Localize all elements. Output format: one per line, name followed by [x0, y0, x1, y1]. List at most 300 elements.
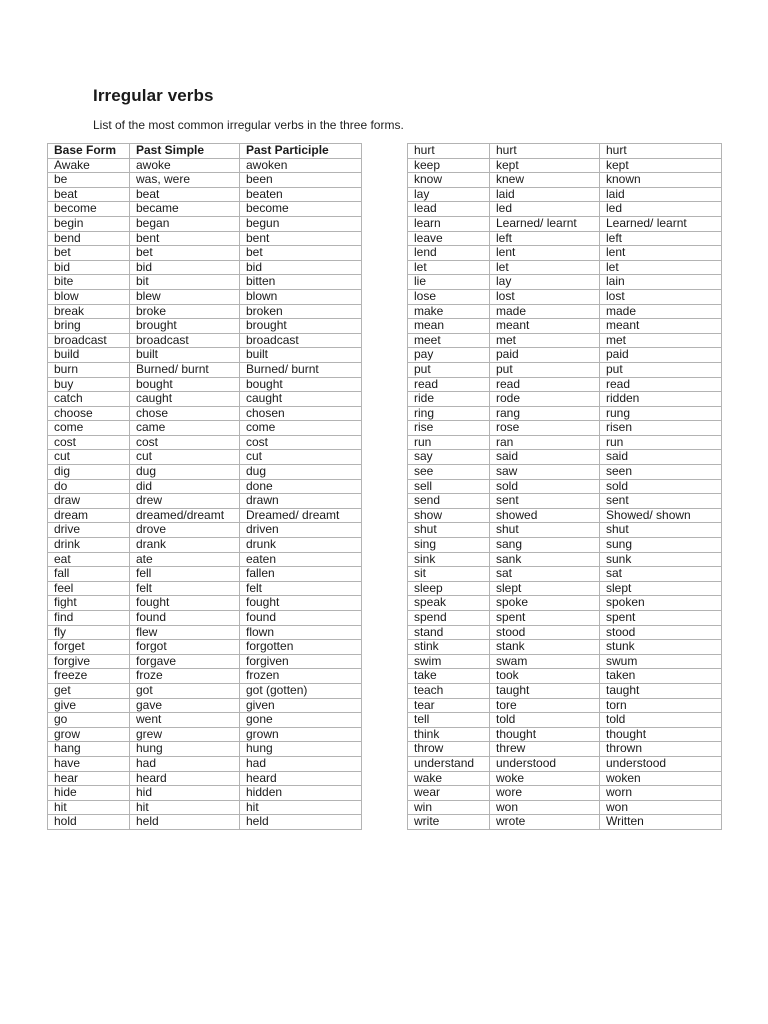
table-row: [408, 246, 722, 261]
past-simple-cell: took: [490, 669, 600, 684]
past-participle-cell: drawn: [240, 494, 362, 509]
base-form-cell: hang: [48, 742, 130, 757]
table-row: [48, 450, 362, 465]
table-row: [408, 581, 722, 596]
base-form-cell: beat: [48, 187, 130, 202]
past-participle-cell: sold: [600, 479, 722, 494]
past-simple-cell: hid: [130, 786, 240, 801]
base-form-cell: mean: [408, 319, 490, 334]
table-row: [48, 392, 362, 407]
past-simple-cell: swam: [490, 654, 600, 669]
past-participle-cell: Dreamed/ dreamt: [240, 508, 362, 523]
header-past-simple: Past Simple: [130, 144, 240, 159]
table-row: [48, 304, 362, 319]
table-row: [48, 698, 362, 713]
past-participle-cell: woken: [600, 771, 722, 786]
past-participle-cell: driven: [240, 523, 362, 538]
past-participle-cell: frozen: [240, 669, 362, 684]
base-form-cell: go: [48, 713, 130, 728]
past-simple-cell: blew: [130, 289, 240, 304]
base-form-cell: understand: [408, 756, 490, 771]
table-row: [408, 596, 722, 611]
past-simple-cell: forgot: [130, 640, 240, 655]
table-row: [408, 450, 722, 465]
past-participle-cell: bid: [240, 260, 362, 275]
past-simple-cell: taught: [490, 683, 600, 698]
table-row: [48, 742, 362, 757]
past-participle-cell: come: [240, 421, 362, 436]
base-form-cell: write: [408, 815, 490, 830]
table-row: [408, 304, 722, 319]
table-row: [408, 144, 722, 159]
base-form-cell: freeze: [48, 669, 130, 684]
past-simple-cell: shut: [490, 523, 600, 538]
base-form-cell: say: [408, 450, 490, 465]
table-row: [48, 377, 362, 392]
past-participle-cell: shut: [600, 523, 722, 538]
base-form-cell: pay: [408, 348, 490, 363]
past-simple-cell: grew: [130, 727, 240, 742]
table-row: [48, 173, 362, 188]
past-simple-cell: bet: [130, 246, 240, 261]
past-simple-cell: kept: [490, 158, 600, 173]
past-participle-cell: caught: [240, 392, 362, 407]
base-form-cell: keep: [408, 158, 490, 173]
past-participle-cell: hidden: [240, 786, 362, 801]
past-participle-cell: fallen: [240, 567, 362, 582]
past-simple-cell: left: [490, 231, 600, 246]
past-simple-cell: lost: [490, 289, 600, 304]
base-form-cell: bring: [48, 319, 130, 334]
base-form-cell: run: [408, 435, 490, 450]
past-simple-cell: led: [490, 202, 600, 217]
base-form-cell: let: [408, 260, 490, 275]
past-participle-cell: read: [600, 377, 722, 392]
base-form-cell: send: [408, 494, 490, 509]
table-row: [408, 611, 722, 626]
past-participle-cell: given: [240, 698, 362, 713]
past-participle-cell: sent: [600, 494, 722, 509]
past-simple-cell: forgave: [130, 654, 240, 669]
table-row: [48, 231, 362, 246]
base-form-cell: hear: [48, 771, 130, 786]
past-participle-cell: bought: [240, 377, 362, 392]
table-row: [48, 640, 362, 655]
base-form-cell: think: [408, 727, 490, 742]
past-participle-cell: begun: [240, 216, 362, 231]
past-participle-cell: lost: [600, 289, 722, 304]
past-simple-cell: flew: [130, 625, 240, 640]
past-participle-cell: sung: [600, 538, 722, 553]
past-simple-cell: stank: [490, 640, 600, 655]
table-row: [48, 523, 362, 538]
base-form-cell: find: [48, 611, 130, 626]
base-form-cell: put: [408, 362, 490, 377]
past-simple-cell: understood: [490, 756, 600, 771]
table-row: [48, 567, 362, 582]
base-form-cell: bid: [48, 260, 130, 275]
base-form-cell: leave: [408, 231, 490, 246]
table-row: [408, 231, 722, 246]
past-simple-cell: drank: [130, 538, 240, 553]
past-simple-cell: told: [490, 713, 600, 728]
table-row: [408, 654, 722, 669]
past-simple-cell: broke: [130, 304, 240, 319]
table-row: [408, 727, 722, 742]
table-row: [48, 333, 362, 348]
base-form-cell: forgive: [48, 654, 130, 669]
document-subtitle: List of the most common irregular verbs in the three forms.: [93, 118, 404, 132]
past-participle-cell: grown: [240, 727, 362, 742]
table-row: [48, 465, 362, 480]
table-row: [408, 406, 722, 421]
base-form-cell: dig: [48, 465, 130, 480]
past-simple-cell: rang: [490, 406, 600, 421]
base-form-cell: learn: [408, 216, 490, 231]
table-row: [48, 552, 362, 567]
past-simple-cell: beat: [130, 187, 240, 202]
past-participle-cell: done: [240, 479, 362, 494]
base-form-cell: get: [48, 683, 130, 698]
base-form-cell: lose: [408, 289, 490, 304]
past-participle-cell: kept: [600, 158, 722, 173]
base-form-cell: grow: [48, 727, 130, 742]
table-row: [408, 786, 722, 801]
past-participle-cell: cut: [240, 450, 362, 465]
past-simple-cell: did: [130, 479, 240, 494]
base-form-cell: take: [408, 669, 490, 684]
past-simple-cell: froze: [130, 669, 240, 684]
past-simple-cell: fell: [130, 567, 240, 582]
table-row: [408, 260, 722, 275]
past-simple-cell: cut: [130, 450, 240, 465]
past-participle-cell: lent: [600, 246, 722, 261]
past-participle-cell: said: [600, 450, 722, 465]
past-participle-cell: gone: [240, 713, 362, 728]
past-participle-cell: heard: [240, 771, 362, 786]
base-form-cell: teach: [408, 683, 490, 698]
past-participle-cell: understood: [600, 756, 722, 771]
past-simple-cell: read: [490, 377, 600, 392]
past-simple-cell: got: [130, 683, 240, 698]
table-row: [408, 523, 722, 538]
past-simple-cell: awoke: [130, 158, 240, 173]
past-simple-cell: paid: [490, 348, 600, 363]
past-simple-cell: thought: [490, 727, 600, 742]
table-row: [48, 683, 362, 698]
past-simple-cell: hung: [130, 742, 240, 757]
past-participle-cell: let: [600, 260, 722, 275]
table-row: [48, 187, 362, 202]
past-participle-cell: broadcast: [240, 333, 362, 348]
past-simple-cell: dreamed/dreamt: [130, 508, 240, 523]
base-form-cell: fly: [48, 625, 130, 640]
past-simple-cell: sang: [490, 538, 600, 553]
past-simple-cell: built: [130, 348, 240, 363]
past-participle-cell: run: [600, 435, 722, 450]
table-row: [48, 596, 362, 611]
past-participle-cell: drunk: [240, 538, 362, 553]
past-participle-cell: thought: [600, 727, 722, 742]
base-form-cell: wear: [408, 786, 490, 801]
past-simple-cell: brought: [130, 319, 240, 334]
past-participle-cell: taken: [600, 669, 722, 684]
table-row: [408, 567, 722, 582]
table-row: [48, 362, 362, 377]
base-form-cell: ring: [408, 406, 490, 421]
past-simple-cell: ran: [490, 435, 600, 450]
past-participle-cell: beaten: [240, 187, 362, 202]
past-participle-cell: Written: [600, 815, 722, 830]
table-row: [408, 625, 722, 640]
table-row: [48, 246, 362, 261]
past-simple-cell: heard: [130, 771, 240, 786]
table-row: [408, 669, 722, 684]
past-participle-cell: taught: [600, 683, 722, 698]
base-form-cell: lead: [408, 202, 490, 217]
base-form-cell: show: [408, 508, 490, 523]
table-row: [408, 216, 722, 231]
past-simple-cell: Burned/ burnt: [130, 362, 240, 377]
header-past-participle: Past Participle: [240, 144, 362, 159]
past-participle-cell: Learned/ learnt: [600, 216, 722, 231]
table-row: [408, 683, 722, 698]
table-row: [408, 756, 722, 771]
past-simple-cell: held: [130, 815, 240, 830]
table-row: [408, 479, 722, 494]
base-form-cell: draw: [48, 494, 130, 509]
base-form-cell: do: [48, 479, 130, 494]
past-simple-cell: ate: [130, 552, 240, 567]
base-form-cell: rise: [408, 421, 490, 436]
table-row: [48, 786, 362, 801]
past-participle-cell: won: [600, 800, 722, 815]
base-form-cell: become: [48, 202, 130, 217]
table-row: [408, 742, 722, 757]
past-simple-cell: sold: [490, 479, 600, 494]
past-participle-cell: built: [240, 348, 362, 363]
base-form-cell: burn: [48, 362, 130, 377]
table-row: [48, 756, 362, 771]
table-row: [48, 815, 362, 830]
past-simple-cell: went: [130, 713, 240, 728]
past-simple-cell: had: [130, 756, 240, 771]
table-row: [408, 800, 722, 815]
past-simple-cell: slept: [490, 581, 600, 596]
past-simple-cell: woke: [490, 771, 600, 786]
table-row: [408, 435, 722, 450]
past-simple-cell: dug: [130, 465, 240, 480]
past-participle-cell: stunk: [600, 640, 722, 655]
past-participle-cell: flown: [240, 625, 362, 640]
base-form-cell: fight: [48, 596, 130, 611]
base-form-cell: have: [48, 756, 130, 771]
past-simple-cell: said: [490, 450, 600, 465]
base-form-cell: read: [408, 377, 490, 392]
past-participle-cell: had: [240, 756, 362, 771]
table-row: [408, 771, 722, 786]
table-row: [48, 538, 362, 553]
base-form-cell: feel: [48, 581, 130, 596]
table-row: [48, 216, 362, 231]
base-form-cell: broadcast: [48, 333, 130, 348]
past-participle-cell: Burned/ burnt: [240, 362, 362, 377]
past-participle-cell: led: [600, 202, 722, 217]
base-form-cell: speak: [408, 596, 490, 611]
past-participle-cell: paid: [600, 348, 722, 363]
past-participle-cell: broken: [240, 304, 362, 319]
past-simple-cell: meant: [490, 319, 600, 334]
past-participle-cell: sat: [600, 567, 722, 582]
past-simple-cell: bid: [130, 260, 240, 275]
base-form-cell: come: [48, 421, 130, 436]
past-participle-cell: risen: [600, 421, 722, 436]
past-participle-cell: told: [600, 713, 722, 728]
table-row: [408, 362, 722, 377]
past-participle-cell: spent: [600, 611, 722, 626]
past-participle-cell: met: [600, 333, 722, 348]
table-row: [48, 800, 362, 815]
past-simple-cell: stood: [490, 625, 600, 640]
base-form-cell: ride: [408, 392, 490, 407]
base-form-cell: drive: [48, 523, 130, 538]
table-row: [408, 508, 722, 523]
base-form-cell: tell: [408, 713, 490, 728]
past-participle-cell: blown: [240, 289, 362, 304]
base-form-cell: sell: [408, 479, 490, 494]
base-form-cell: tear: [408, 698, 490, 713]
past-participle-cell: ridden: [600, 392, 722, 407]
table-row: [408, 187, 722, 202]
past-participle-cell: become: [240, 202, 362, 217]
table-row: [408, 552, 722, 567]
table-row: [48, 771, 362, 786]
past-participle-cell: bitten: [240, 275, 362, 290]
base-form-cell: swim: [408, 654, 490, 669]
table-row: [48, 669, 362, 684]
base-form-cell: throw: [408, 742, 490, 757]
base-form-cell: build: [48, 348, 130, 363]
past-participle-cell: bet: [240, 246, 362, 261]
past-participle-cell: brought: [240, 319, 362, 334]
past-simple-cell: spent: [490, 611, 600, 626]
base-form-cell: see: [408, 465, 490, 480]
past-simple-cell: gave: [130, 698, 240, 713]
past-simple-cell: put: [490, 362, 600, 377]
base-form-cell: make: [408, 304, 490, 319]
past-simple-cell: hurt: [490, 144, 600, 159]
base-form-cell: lie: [408, 275, 490, 290]
header-base-form: Base Form: [48, 144, 130, 159]
table-row: [48, 508, 362, 523]
base-form-cell: hurt: [408, 144, 490, 159]
past-participle-cell: made: [600, 304, 722, 319]
table-row: [48, 494, 362, 509]
base-form-cell: be: [48, 173, 130, 188]
past-simple-cell: tore: [490, 698, 600, 713]
base-form-cell: win: [408, 800, 490, 815]
base-form-cell: stand: [408, 625, 490, 640]
past-simple-cell: felt: [130, 581, 240, 596]
past-simple-cell: saw: [490, 465, 600, 480]
past-simple-cell: wore: [490, 786, 600, 801]
past-simple-cell: drove: [130, 523, 240, 538]
past-simple-cell: laid: [490, 187, 600, 202]
past-simple-cell: chose: [130, 406, 240, 421]
past-simple-cell: sent: [490, 494, 600, 509]
past-simple-cell: lay: [490, 275, 600, 290]
past-participle-cell: hit: [240, 800, 362, 815]
past-simple-cell: rode: [490, 392, 600, 407]
past-simple-cell: caught: [130, 392, 240, 407]
table-row: [48, 406, 362, 421]
table-row: [48, 479, 362, 494]
past-simple-cell: bent: [130, 231, 240, 246]
past-participle-cell: cost: [240, 435, 362, 450]
base-form-cell: sit: [408, 567, 490, 582]
base-form-cell: bet: [48, 246, 130, 261]
table-row: [48, 713, 362, 728]
past-participle-cell: Showed/ shown: [600, 508, 722, 523]
base-form-cell: bend: [48, 231, 130, 246]
base-form-cell: drink: [48, 538, 130, 553]
past-simple-cell: met: [490, 333, 600, 348]
past-simple-cell: won: [490, 800, 600, 815]
table-row: [408, 392, 722, 407]
table-row: [48, 348, 362, 363]
past-participle-cell: got (gotten): [240, 683, 362, 698]
table-row: [48, 581, 362, 596]
base-form-cell: spend: [408, 611, 490, 626]
past-participle-cell: forgotten: [240, 640, 362, 655]
table-row: [408, 698, 722, 713]
past-simple-cell: was, were: [130, 173, 240, 188]
past-participle-cell: seen: [600, 465, 722, 480]
table-row: [408, 377, 722, 392]
base-form-cell: begin: [48, 216, 130, 231]
past-simple-cell: lent: [490, 246, 600, 261]
past-participle-cell: awoken: [240, 158, 362, 173]
past-participle-cell: thrown: [600, 742, 722, 757]
past-participle-cell: felt: [240, 581, 362, 596]
verbs-table-left: [47, 143, 362, 830]
past-participle-cell: held: [240, 815, 362, 830]
past-simple-cell: sank: [490, 552, 600, 567]
past-simple-cell: drew: [130, 494, 240, 509]
base-form-cell: forget: [48, 640, 130, 655]
past-simple-cell: came: [130, 421, 240, 436]
table-row: [48, 435, 362, 450]
table-header-row: [48, 144, 362, 159]
base-form-cell: choose: [48, 406, 130, 421]
base-form-cell: buy: [48, 377, 130, 392]
past-participle-cell: been: [240, 173, 362, 188]
table-row: [408, 494, 722, 509]
table-row: [48, 202, 362, 217]
past-participle-cell: hung: [240, 742, 362, 757]
base-form-cell: hide: [48, 786, 130, 801]
table-row: [408, 333, 722, 348]
table-row: [408, 275, 722, 290]
verbs-table-right: [407, 143, 722, 830]
table-row: [48, 625, 362, 640]
base-form-cell: hold: [48, 815, 130, 830]
table-row: [48, 260, 362, 275]
past-simple-cell: fought: [130, 596, 240, 611]
table-row: [48, 289, 362, 304]
base-form-cell: eat: [48, 552, 130, 567]
table-row: [48, 319, 362, 334]
